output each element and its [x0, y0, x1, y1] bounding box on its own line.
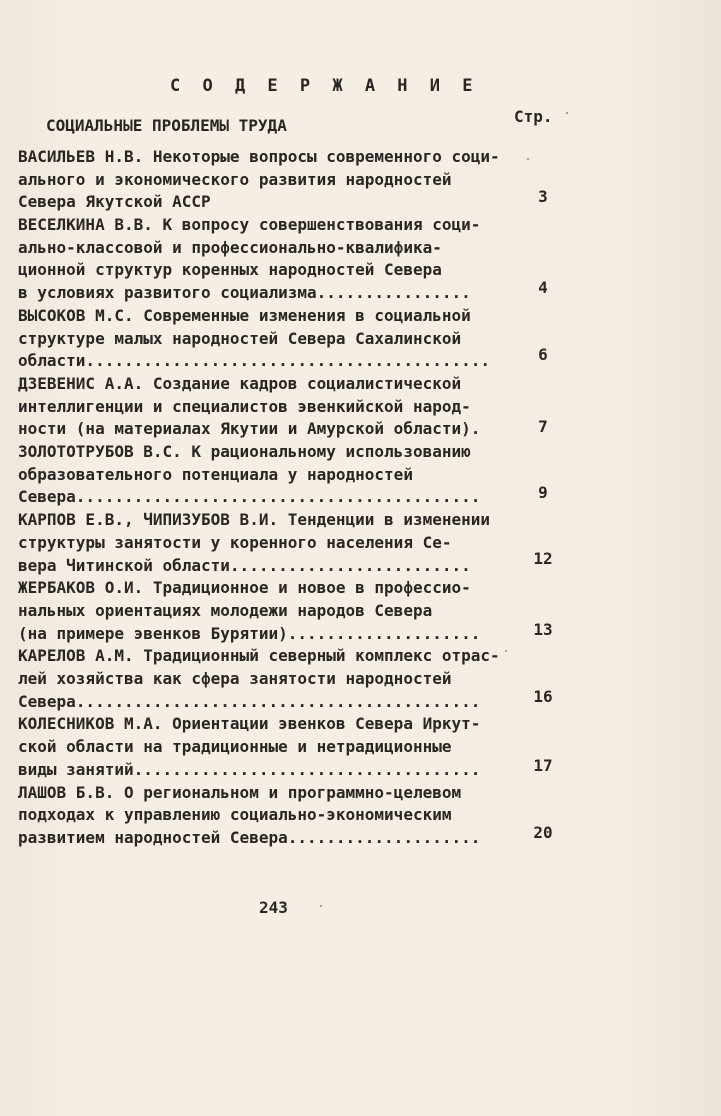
- entry-line: вера Читинской области.........................: [18, 555, 471, 575]
- toc-entry: [18, 713, 553, 781]
- toc-entry: [18, 782, 553, 850]
- toc-entry: [18, 373, 548, 441]
- entry-line: ЖЕРБАКОВ О.И. Традиционное и новое в профессио-: [18, 578, 471, 598]
- entry-line: ционной структур коренных народностей Севера: [18, 260, 442, 280]
- entry-line: Севера..........................................: [18, 691, 481, 711]
- paper-speck: [566, 112, 568, 114]
- section-title: СОЦИАЛЬНЫЕ ПРОБЛЕМЫ ТРУДА: [46, 116, 287, 135]
- entry-page-number: 12: [533, 549, 553, 569]
- entry-page-number: 13: [533, 620, 553, 640]
- toc-entries: [18, 146, 553, 850]
- entry-line: нальных ориентациях молодежи народов Севера: [18, 600, 433, 620]
- paper-speck: [505, 650, 507, 652]
- entry-line: ВАСИЛЬЕВ Н.В. Некоторые вопросы современного соци-: [18, 147, 500, 166]
- entry-page-number: 3: [538, 187, 548, 206]
- entry-line: интеллигенции и специалистов эвенкийской народ-: [18, 396, 471, 416]
- entry-line: лей хозяйства как сфера занятости народностей: [18, 669, 452, 689]
- entry-page-number: 20: [533, 822, 553, 842]
- entry-line: развитием народностей Севера....................: [18, 827, 481, 847]
- page-title: С О Д Е Р Ж А Н И Е: [170, 76, 479, 96]
- paper-speck: [320, 905, 322, 907]
- footer-page-number: 243: [259, 898, 288, 917]
- entry-line: КОЛЕСНИКОВ М.А. Ориентации эвенков Севера Иркут-: [18, 714, 481, 734]
- page-column-header: Стр.: [514, 107, 553, 126]
- entry-line: структуры занятости у коренного населения Се-: [18, 532, 452, 552]
- entry-line: КАРЕЛОВ А.М. Традиционный северный комплекс отрас-: [18, 646, 500, 666]
- entry-line: ДЗЕВЕНИС А.А. Создание кадров социалистической: [18, 373, 462, 393]
- entry-page-number: 7: [538, 416, 548, 436]
- entry-line: ального и экономического развития народностей: [18, 169, 452, 189]
- entry-line: ской области на традиционные и нетрадиционные: [18, 737, 452, 757]
- entry-page-number: 6: [538, 344, 548, 364]
- toc-entry: [18, 441, 548, 509]
- entry-line: Севера..........................................: [18, 487, 481, 507]
- entry-line: ально-классовой и профессионально-квалифика-: [18, 237, 442, 257]
- entry-line: КАРПОВ Е.В., ЧИПИЗУБОВ В.И. Тенденции в изменении: [18, 510, 491, 530]
- entry-line: образовательного потенциала у народностей: [18, 464, 413, 484]
- toc-entry: [18, 146, 548, 214]
- toc-entry: [18, 645, 553, 713]
- entry-line: ЗОЛОТОТРУБОВ В.С. К рациональному использованию: [18, 442, 471, 462]
- entry-line: в условиях развитого социализма................: [18, 283, 471, 303]
- toc-entry: [18, 305, 548, 373]
- entry-line: ВЫСОКОВ М.С. Современные изменения в социальной: [18, 305, 471, 325]
- entry-line: ВЕСЕЛКИНА В.В. К вопросу совершенствования соци-: [18, 215, 481, 235]
- toc-entry: [18, 214, 548, 305]
- toc-entry: [18, 577, 553, 645]
- entry-page-number: 9: [538, 483, 548, 503]
- entry-line: (на примере эвенков Бурятии)....................: [18, 623, 481, 643]
- entry-line: Севера Якутской АССР: [18, 192, 211, 212]
- toc-entry: [18, 509, 553, 577]
- paper-speck: [527, 158, 529, 160]
- entry-line: подходах к управлению социально-экономическим: [18, 805, 452, 825]
- entry-line: ности (на материалах Якутии и Амурской области).: [18, 419, 481, 439]
- entry-line: области..........................................: [18, 351, 491, 371]
- entry-page-number: 17: [533, 756, 553, 776]
- entry-page-number: 16: [533, 687, 553, 707]
- entry-line: виды занятий....................................: [18, 759, 481, 779]
- entry-line: структуре малых народностей Севера Сахалинской: [18, 328, 462, 348]
- entry-line: ЛАШОВ Б.В. О региональном и программно-целевом: [18, 782, 462, 802]
- entry-page-number: 4: [538, 278, 548, 298]
